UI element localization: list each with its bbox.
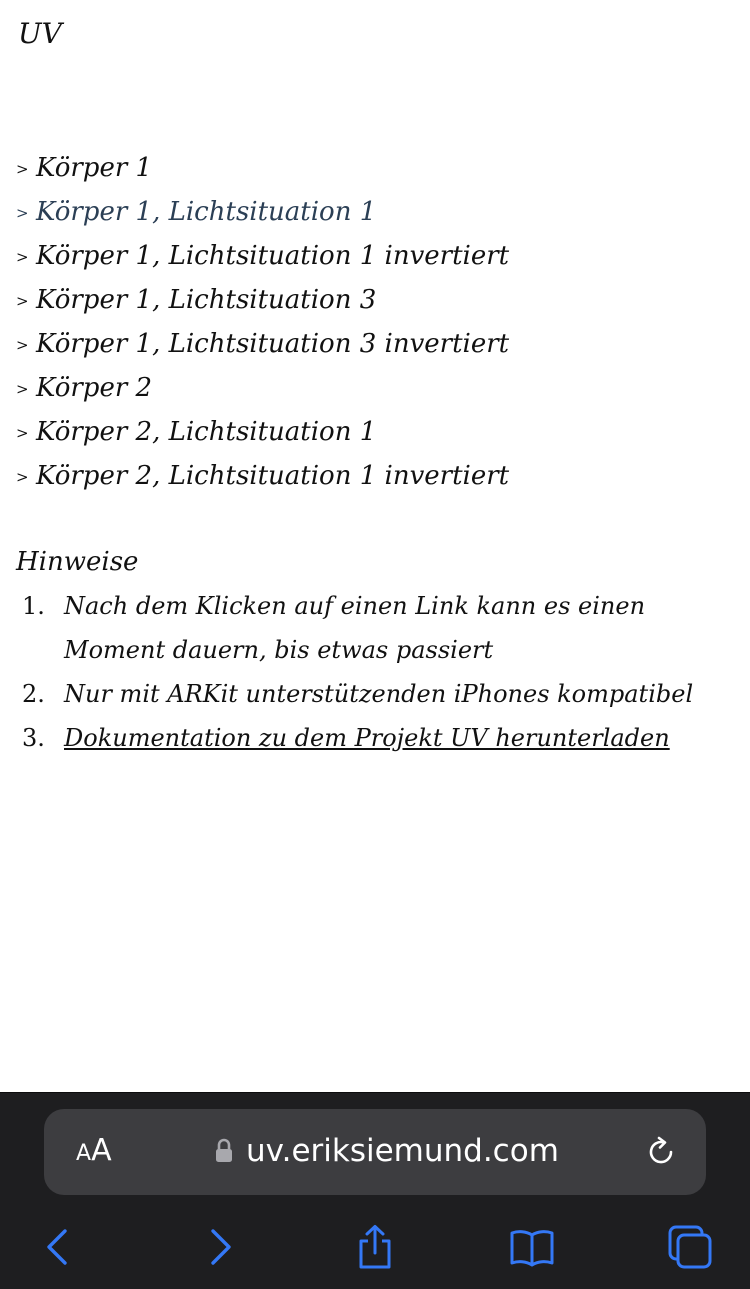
notes-heading: Hinweise [16, 547, 139, 577]
link-koerper-2-licht-1[interactable]: Körper 2, Lichtsituation 1 [36, 417, 377, 447]
chevron-right-icon: > [16, 204, 29, 222]
chevron-right-icon: > [16, 292, 29, 310]
link-koerper-1[interactable]: Körper 1 [36, 153, 153, 183]
link-koerper-1-licht-1-inv[interactable]: Körper 1, Lichtsituation 1 invertiert [36, 241, 510, 271]
url-text: uv.eriksiemund.com [246, 1133, 559, 1169]
chevron-right-icon: > [16, 336, 29, 354]
chevron-right-icon: > [16, 380, 29, 398]
page-title: UV [18, 17, 62, 50]
note-text: Nach dem Klicken auf einen Link kann es einen Moment dauern, bis etwas passiert [64, 592, 646, 664]
url-display[interactable] [214, 1133, 559, 1169]
note-number: 1. [22, 592, 45, 620]
tabs-icon [666, 1223, 714, 1271]
forward-button[interactable] [196, 1223, 244, 1271]
note-text: Nur mit ARKit unterstützenden iPhones kompatibel [64, 680, 694, 708]
bookmarks-icon [508, 1223, 556, 1271]
list-item[interactable] [16, 190, 509, 234]
link-koerper-1-licht-1[interactable]: Körper 1, Lichtsituation 1 [36, 197, 377, 227]
link-koerper-2-licht-1-inv[interactable]: Körper 2, Lichtsituation 1 invertiert [36, 461, 510, 491]
lock-icon [214, 1138, 234, 1164]
chevron-right-icon: > [16, 424, 29, 442]
link-koerper-2[interactable]: Körper 2 [36, 373, 153, 403]
note-number: 3. [22, 724, 45, 752]
chevron-right-icon: > [16, 248, 29, 266]
list-item[interactable] [16, 234, 509, 278]
link-list [16, 146, 509, 498]
back-icon [34, 1223, 82, 1271]
share-icon [351, 1223, 399, 1271]
list-item[interactable] [16, 146, 509, 190]
back-button[interactable] [34, 1223, 82, 1271]
reader-settings-button[interactable] [76, 1133, 112, 1169]
note-item [22, 672, 742, 716]
list-item[interactable] [16, 454, 509, 498]
aa-big-label: A [91, 1133, 112, 1168]
share-button[interactable] [351, 1223, 399, 1271]
tabs-button[interactable] [666, 1223, 714, 1271]
list-item[interactable] [16, 278, 509, 322]
bookmarks-button[interactable] [508, 1223, 556, 1271]
list-item[interactable] [16, 322, 509, 366]
browser-toolbar [0, 1211, 750, 1281]
chevron-right-icon: > [16, 468, 29, 486]
note-item [22, 716, 742, 760]
link-koerper-1-licht-3-inv[interactable]: Körper 1, Lichtsituation 3 invertiert [36, 329, 510, 359]
download-docs-link[interactable]: Dokumentation zu dem Projekt UV herunterladen [64, 724, 670, 752]
aa-small-label: A [76, 1141, 92, 1166]
list-item[interactable] [16, 366, 509, 410]
chevron-right-icon: > [16, 160, 29, 178]
list-item[interactable] [16, 410, 509, 454]
address-bar[interactable] [44, 1109, 706, 1195]
reload-icon[interactable] [644, 1135, 678, 1169]
note-item [22, 584, 742, 672]
note-number: 2. [22, 680, 45, 708]
safari-bottom-bar [0, 1092, 750, 1289]
link-koerper-1-licht-3[interactable]: Körper 1, Lichtsituation 3 [36, 285, 377, 315]
notes-list [22, 584, 742, 760]
forward-icon [196, 1223, 244, 1271]
